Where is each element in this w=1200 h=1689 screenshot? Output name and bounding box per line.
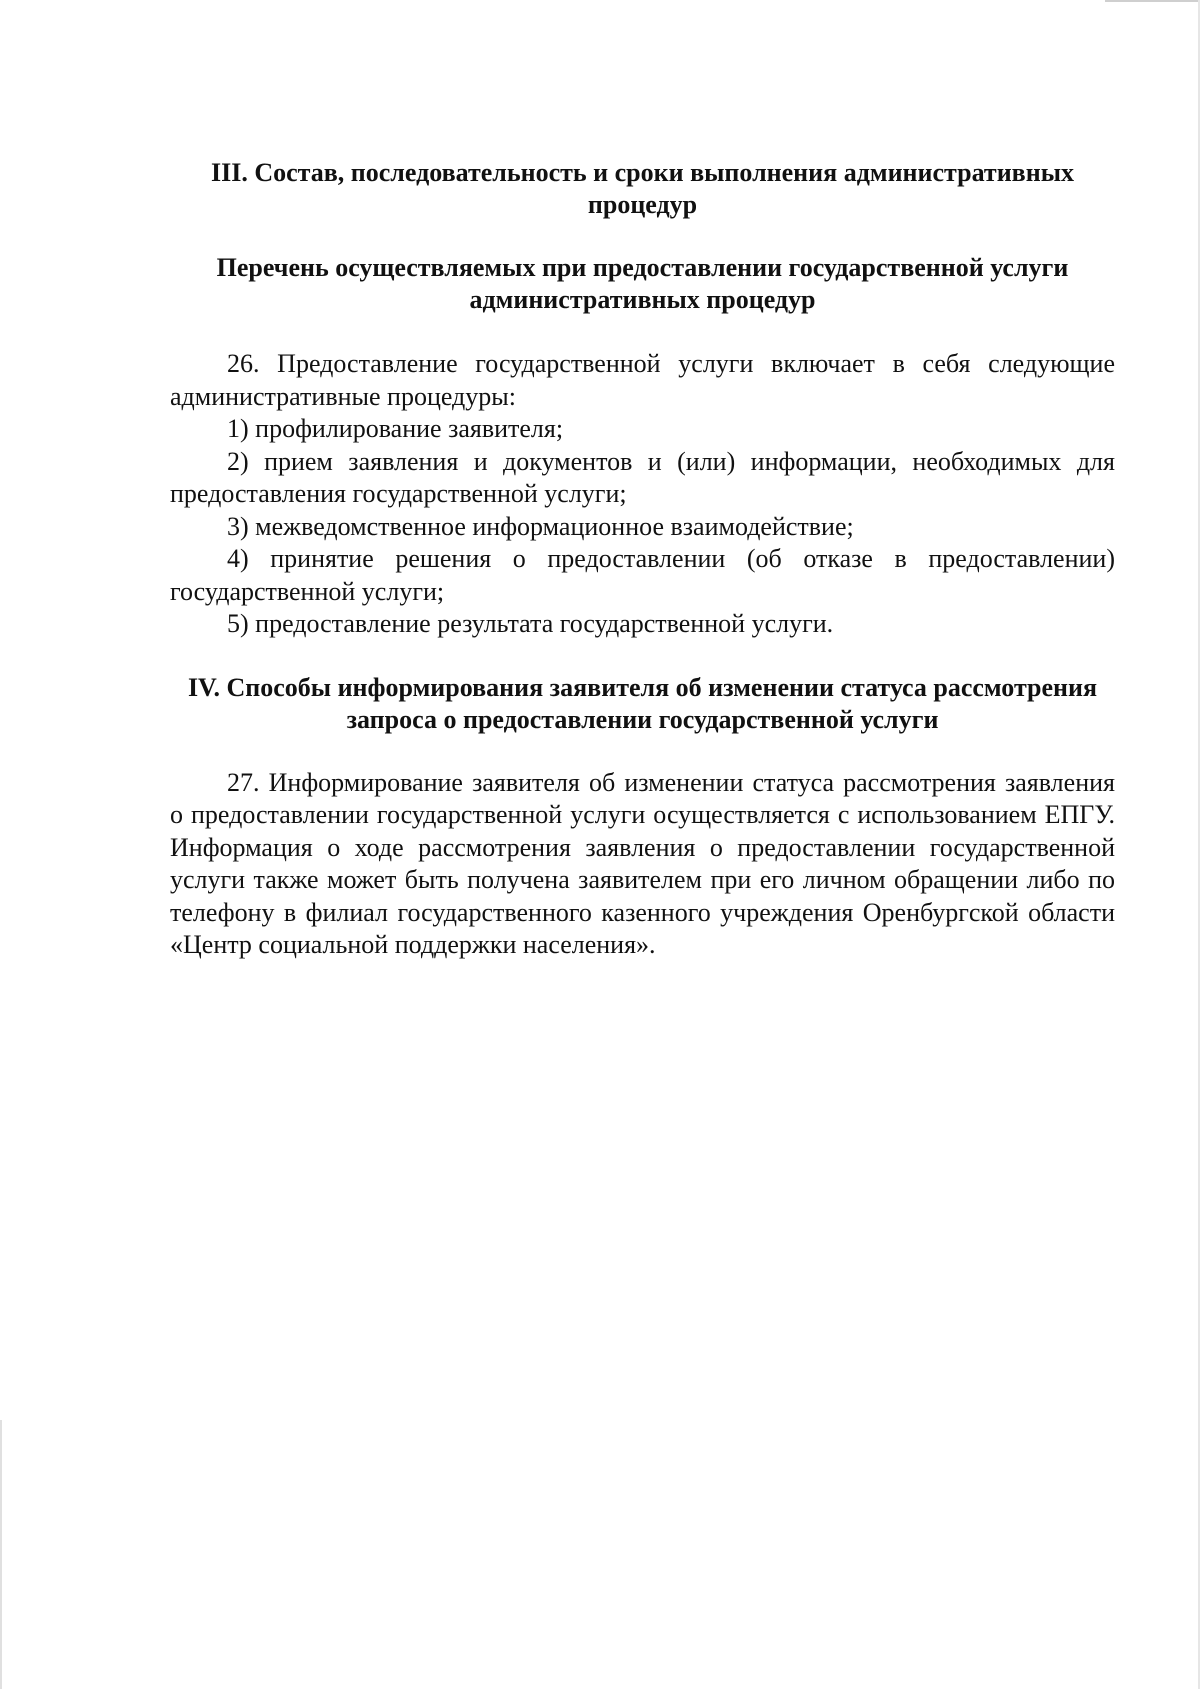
procedure-item-4: 4) принятие решения о предоставлении (об отказе в предоставлении) государственной услуги;: [170, 544, 1115, 606]
section-4-heading: IV. Способы информирования заявителя об изменении статуса рассмотрения запроса о предоставлении государственной услуги: [187, 672, 1098, 734]
procedure-item-5: 5) предоставление результата государственной услуги.: [227, 609, 834, 638]
paragraph-26: 26. Предоставление государственной услуги включает в себя следующие административные процедуры:: [170, 349, 1115, 411]
document-body: [170, 157, 1115, 962]
procedure-item-2: 2) прием заявления и документов и (или) информации, необходимых для предоставления государственной услуги;: [170, 446, 1115, 508]
procedure-item-1: 1) профилирование заявителя;: [227, 414, 564, 443]
procedures-list-heading: Перечень осуществляемых при предоставлении государственной услуги административных процедур: [216, 253, 1069, 314]
paragraph-27: 27. Информирование заявителя об изменении статуса рассмотрения заявления о предоставлении государственной услуги осуществляется с использованием ЕПГУ. Информация о ходе рассмотрения заявления о предоставлении государственной услуги также может быть получена заявителем при его личном обращении либо по телефону в филиал государственного казенного учреждения Оренбургской области «Центр социальной поддержки населения».: [170, 767, 1115, 959]
procedure-item-3: 3) межведомственное информационное взаимодействие;: [227, 511, 854, 541]
section-3-heading: III. Состав, последовательность и сроки выполнения административных процедур: [210, 158, 1074, 219]
scan-edge-left: [0, 1420, 2, 1689]
scan-edge-top: [1105, 0, 1200, 2]
